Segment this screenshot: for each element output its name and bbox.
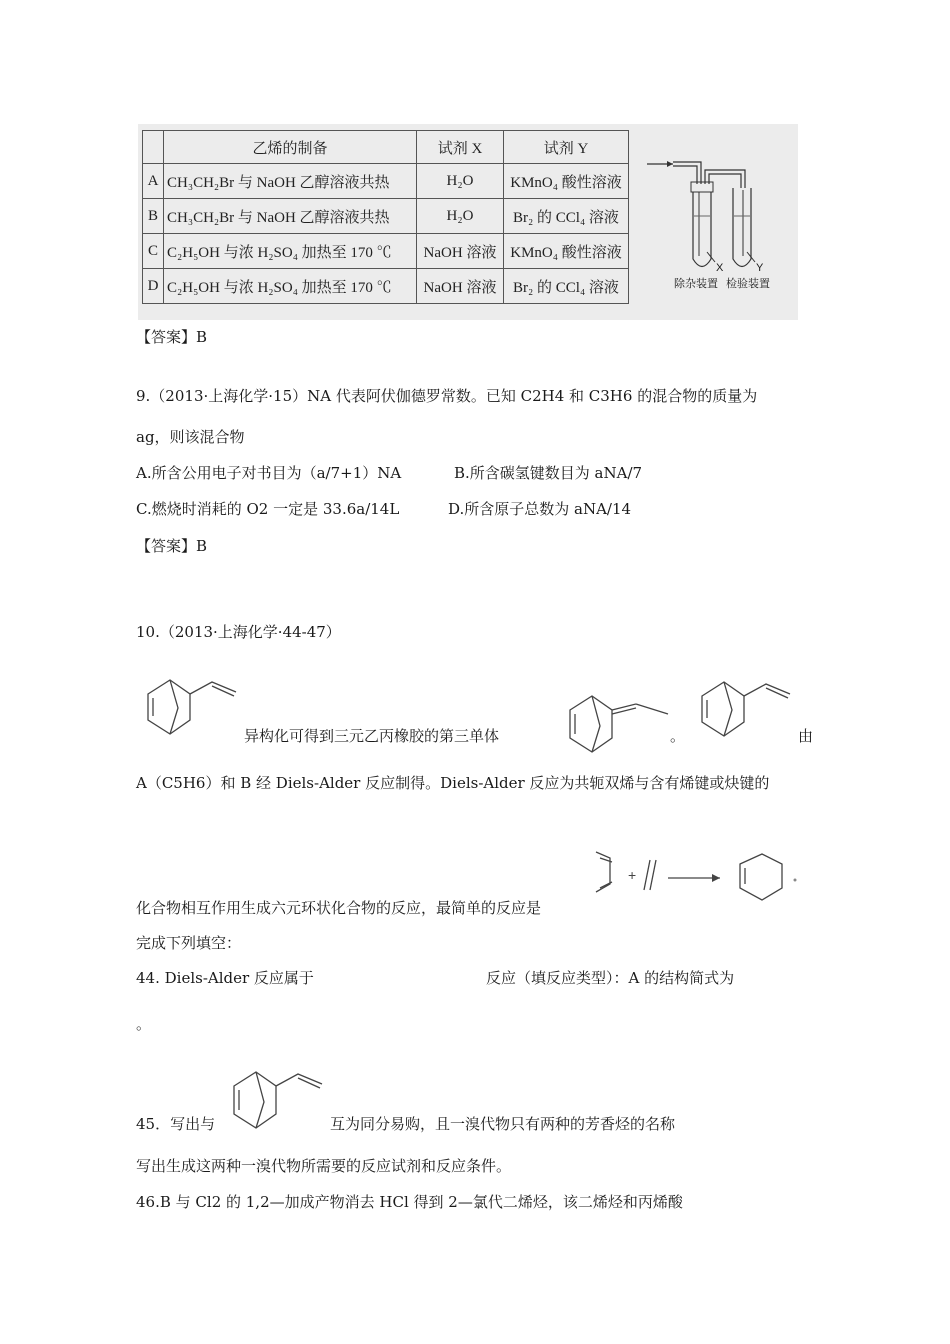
q10-line2: A（C5H6）和 B 经 Diels-Alder 反应制得。Diels-Alder 反应为共轭双烯与含有烯键或炔键的 [136, 774, 770, 792]
vinyl-norbornene-structure-3 [226, 1056, 330, 1138]
vinyl-norbornene-structure [140, 664, 244, 744]
table-cell: NaOH 溶液 [417, 269, 504, 304]
reagent-table [142, 130, 629, 304]
svg-text:+: + [628, 867, 637, 883]
q10-line1-mid: 异构化可得到三元乙丙橡胶的第三单体 [244, 727, 500, 745]
q10-line1-dot: 。 [670, 727, 686, 745]
diels-alder-scheme [590, 846, 812, 916]
q45-number: 45．写出与 [136, 1115, 216, 1133]
table-cell: H₂O [417, 164, 504, 199]
table-cell: Br₂ 的 CCl₄ 溶液 [504, 269, 629, 304]
q44-right: 反应（填反应类型）：A 的结构简式为 [486, 969, 735, 987]
table-cell: H₂O [417, 199, 504, 234]
table-cell: D [143, 269, 164, 304]
answer-8: 【答案】B [136, 328, 208, 346]
q45-line2: 写出生成这两种一溴代物所需要的反应试剂和反应条件。 [136, 1157, 512, 1175]
q9-stem-line1: 9.（2013·上海化学·15）NA 代表阿伏伽德罗常数。已知 C2H4 和 C3H6 的混合物的质量为 [136, 387, 758, 405]
table-row [143, 199, 629, 234]
purify-caption: 除杂装置 [674, 277, 718, 290]
ethylidene-norbornene-structure [560, 680, 676, 762]
table-cell: C₂H₅OH 与浓 H₂SO₄ 加热至 170 ℃ [164, 269, 417, 304]
vinyl-norbornene-structure-2 [694, 666, 798, 746]
table-cell: C₂H₅OH 与浓 H₂SO₄ 加热至 170 ℃ [164, 234, 417, 269]
table-header-cell: 试剂 Y [504, 131, 629, 164]
q9-stem-line2: ag，则该混合物 [136, 428, 245, 446]
answer-9: 【答案】B [136, 537, 208, 555]
table-cell: CH₃CH₂Br 与 NaOH 乙醇溶液共热 [164, 164, 417, 199]
table-row [143, 234, 629, 269]
q44-left: 44. Diels-Alder 反应属于 [136, 969, 314, 987]
table-cell: KMnO₄ 酸性溶液 [504, 234, 629, 269]
table-header-cell: 乙烯的制备 [164, 131, 417, 164]
q10-line3: 化合物相互作用生成六元环状化合物的反应，最简单的反应是 [136, 899, 542, 917]
reagent-x-label: X [716, 262, 724, 274]
table-row [143, 164, 629, 199]
reagent-table-image [138, 124, 798, 320]
q9-option-a: A.所含公用电子对书目为（a/7+1）NA [136, 464, 402, 482]
q44-end: 。 [136, 1015, 152, 1033]
q10-line4: 完成下列填空： [136, 934, 242, 952]
table-cell: C [143, 234, 164, 269]
table-row [143, 269, 629, 304]
table-cell: B [143, 199, 164, 234]
table-cell: A [143, 164, 164, 199]
q46-text: 46.B 与 Cl2 的 1,2—加成产物消去 HCl 得到 2—氯代二烯烃，该二烯烃和丙烯酸 [136, 1193, 683, 1211]
table-cell: Br₂ 的 CCl₄ 溶液 [504, 199, 629, 234]
table-header-cell [143, 131, 164, 164]
reagent-y-label: Y [756, 262, 764, 274]
test-caption: 检验装置 [726, 277, 770, 290]
q9-option-c: C.燃烧时消耗的 O2 一定是 33.6a/14L [136, 500, 400, 518]
q9-option-d: D.所含原子总数为 aNA/14 [448, 500, 632, 518]
table-header-row [143, 131, 629, 164]
apparatus-diagram [643, 144, 793, 314]
q45-text: 互为同分易购，且一溴代物只有两种的芳香烃的名称 [330, 1115, 676, 1133]
table-cell: KMnO₄ 酸性溶液 [504, 164, 629, 199]
table-cell: CH₃CH₂Br 与 NaOH 乙醇溶液共热 [164, 199, 417, 234]
table-cell: NaOH 溶液 [417, 234, 504, 269]
q10-header: 10.（2013·上海化学·44-47） [136, 623, 341, 641]
q9-option-b: B.所含碳氢键数目为 aNA/7 [454, 464, 643, 482]
table-header-cell: 试剂 X [417, 131, 504, 164]
q10-line1-end: 由 [798, 727, 814, 745]
